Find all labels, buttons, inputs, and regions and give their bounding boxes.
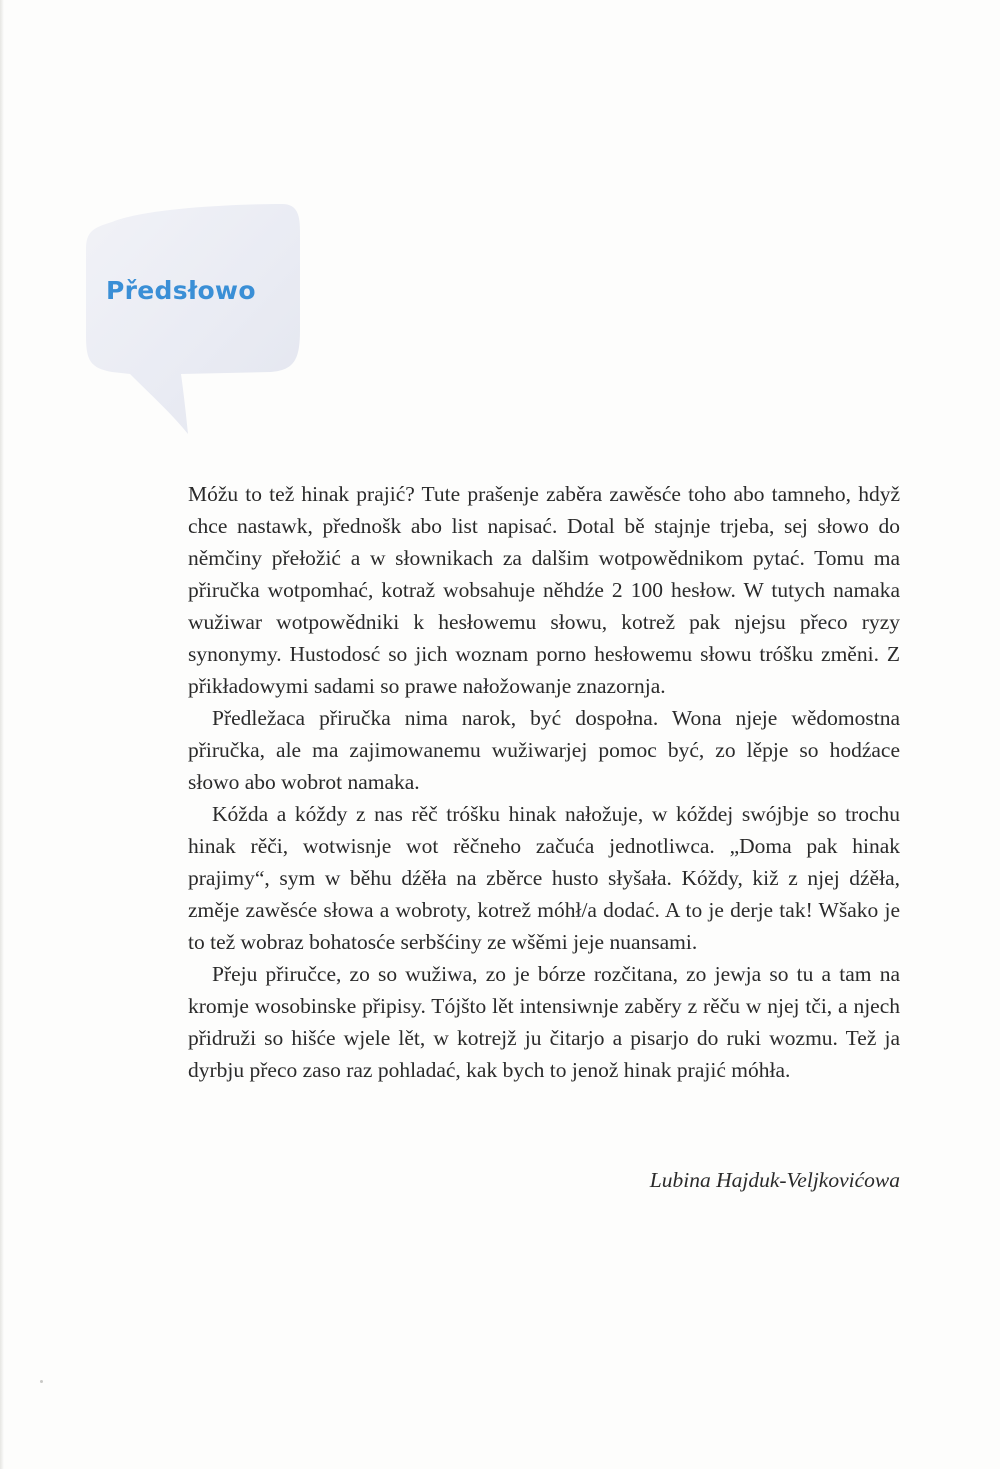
- page-title: Předsłowo: [106, 276, 256, 305]
- paragraph: Kóžda a kóždy z nas rěč tróšku hinak nałožuje, w kóždej swójbje so trochu hinak rěči, wotwisnje wot rěčneho začuća jednotliwca. „Doma pak hinak prajimy“, sym w běhu dźěła na zběrce husto słyšała. Kóždy, kiž z njej dźěła, změje zawěsće słowa a wobroty, kotrež móhł/a dodać. A to je derje tak! Wšako je to tež wobraz bohatosće serbšćiny ze wšěmi jeje nuansami.: [188, 802, 900, 954]
- speech-bubble-icon: [86, 200, 316, 440]
- speech-bubble-shape: [86, 204, 300, 434]
- paragraph: Móžu to tež hinak prajić? Tute prašenje zaběra zawěsće toho abo tamneho, hdyž chce nastawk, přednošk abo list napisać. Dotal bě stajnje trjeba, sej słowo do němčiny přełožić a w słownikach za dalšim wotpowědnikom pytać. Tomu ma přiručka wotpomhać, kotraž wobsahuje něhdźe 2 100 hesłow. W tutych namaka wužiwar wotpowědniki k hesłowemu słowu, kotrež pak njejsu přeco ryzy synonymy. Hustodosć so jich woznam porno hesłowemu słowu tróšku změni. Z přikładowymi sadami so prawe nałožowanje znazornja.: [188, 482, 900, 698]
- preface-body: [188, 478, 900, 1086]
- paragraph: Přeju přiručce, zo so wužiwa, zo je bórze rozčitana, zo jewja so tu a tam na kromje wosobinske připisy. Tójšto lět intensiwnje zaběry z rěču w njej tči, a njech přidruži so hišće wjele lět, w kotrejž ju čitarjo a pisarjo do ruki wozmu. Tež ja dyrbju přeco zaso raz pohladać, kak bych to jenož hinak prajić móhła.: [188, 962, 900, 1082]
- page-edge: [0, 0, 4, 1469]
- paragraph: Předležaca přiručka nima narok, być dospołna. Wona njeje wědomostna přiručka, ale ma zajimowanemu wužiwarjej pomoc być, zo lěpje so hodźace słowo abo wobrot namaka.: [188, 706, 900, 794]
- author-signature: Lubina Hajduk-Veljkovićowa: [649, 1168, 900, 1192]
- paper-speck: [40, 1380, 43, 1383]
- section-heading: [86, 200, 316, 440]
